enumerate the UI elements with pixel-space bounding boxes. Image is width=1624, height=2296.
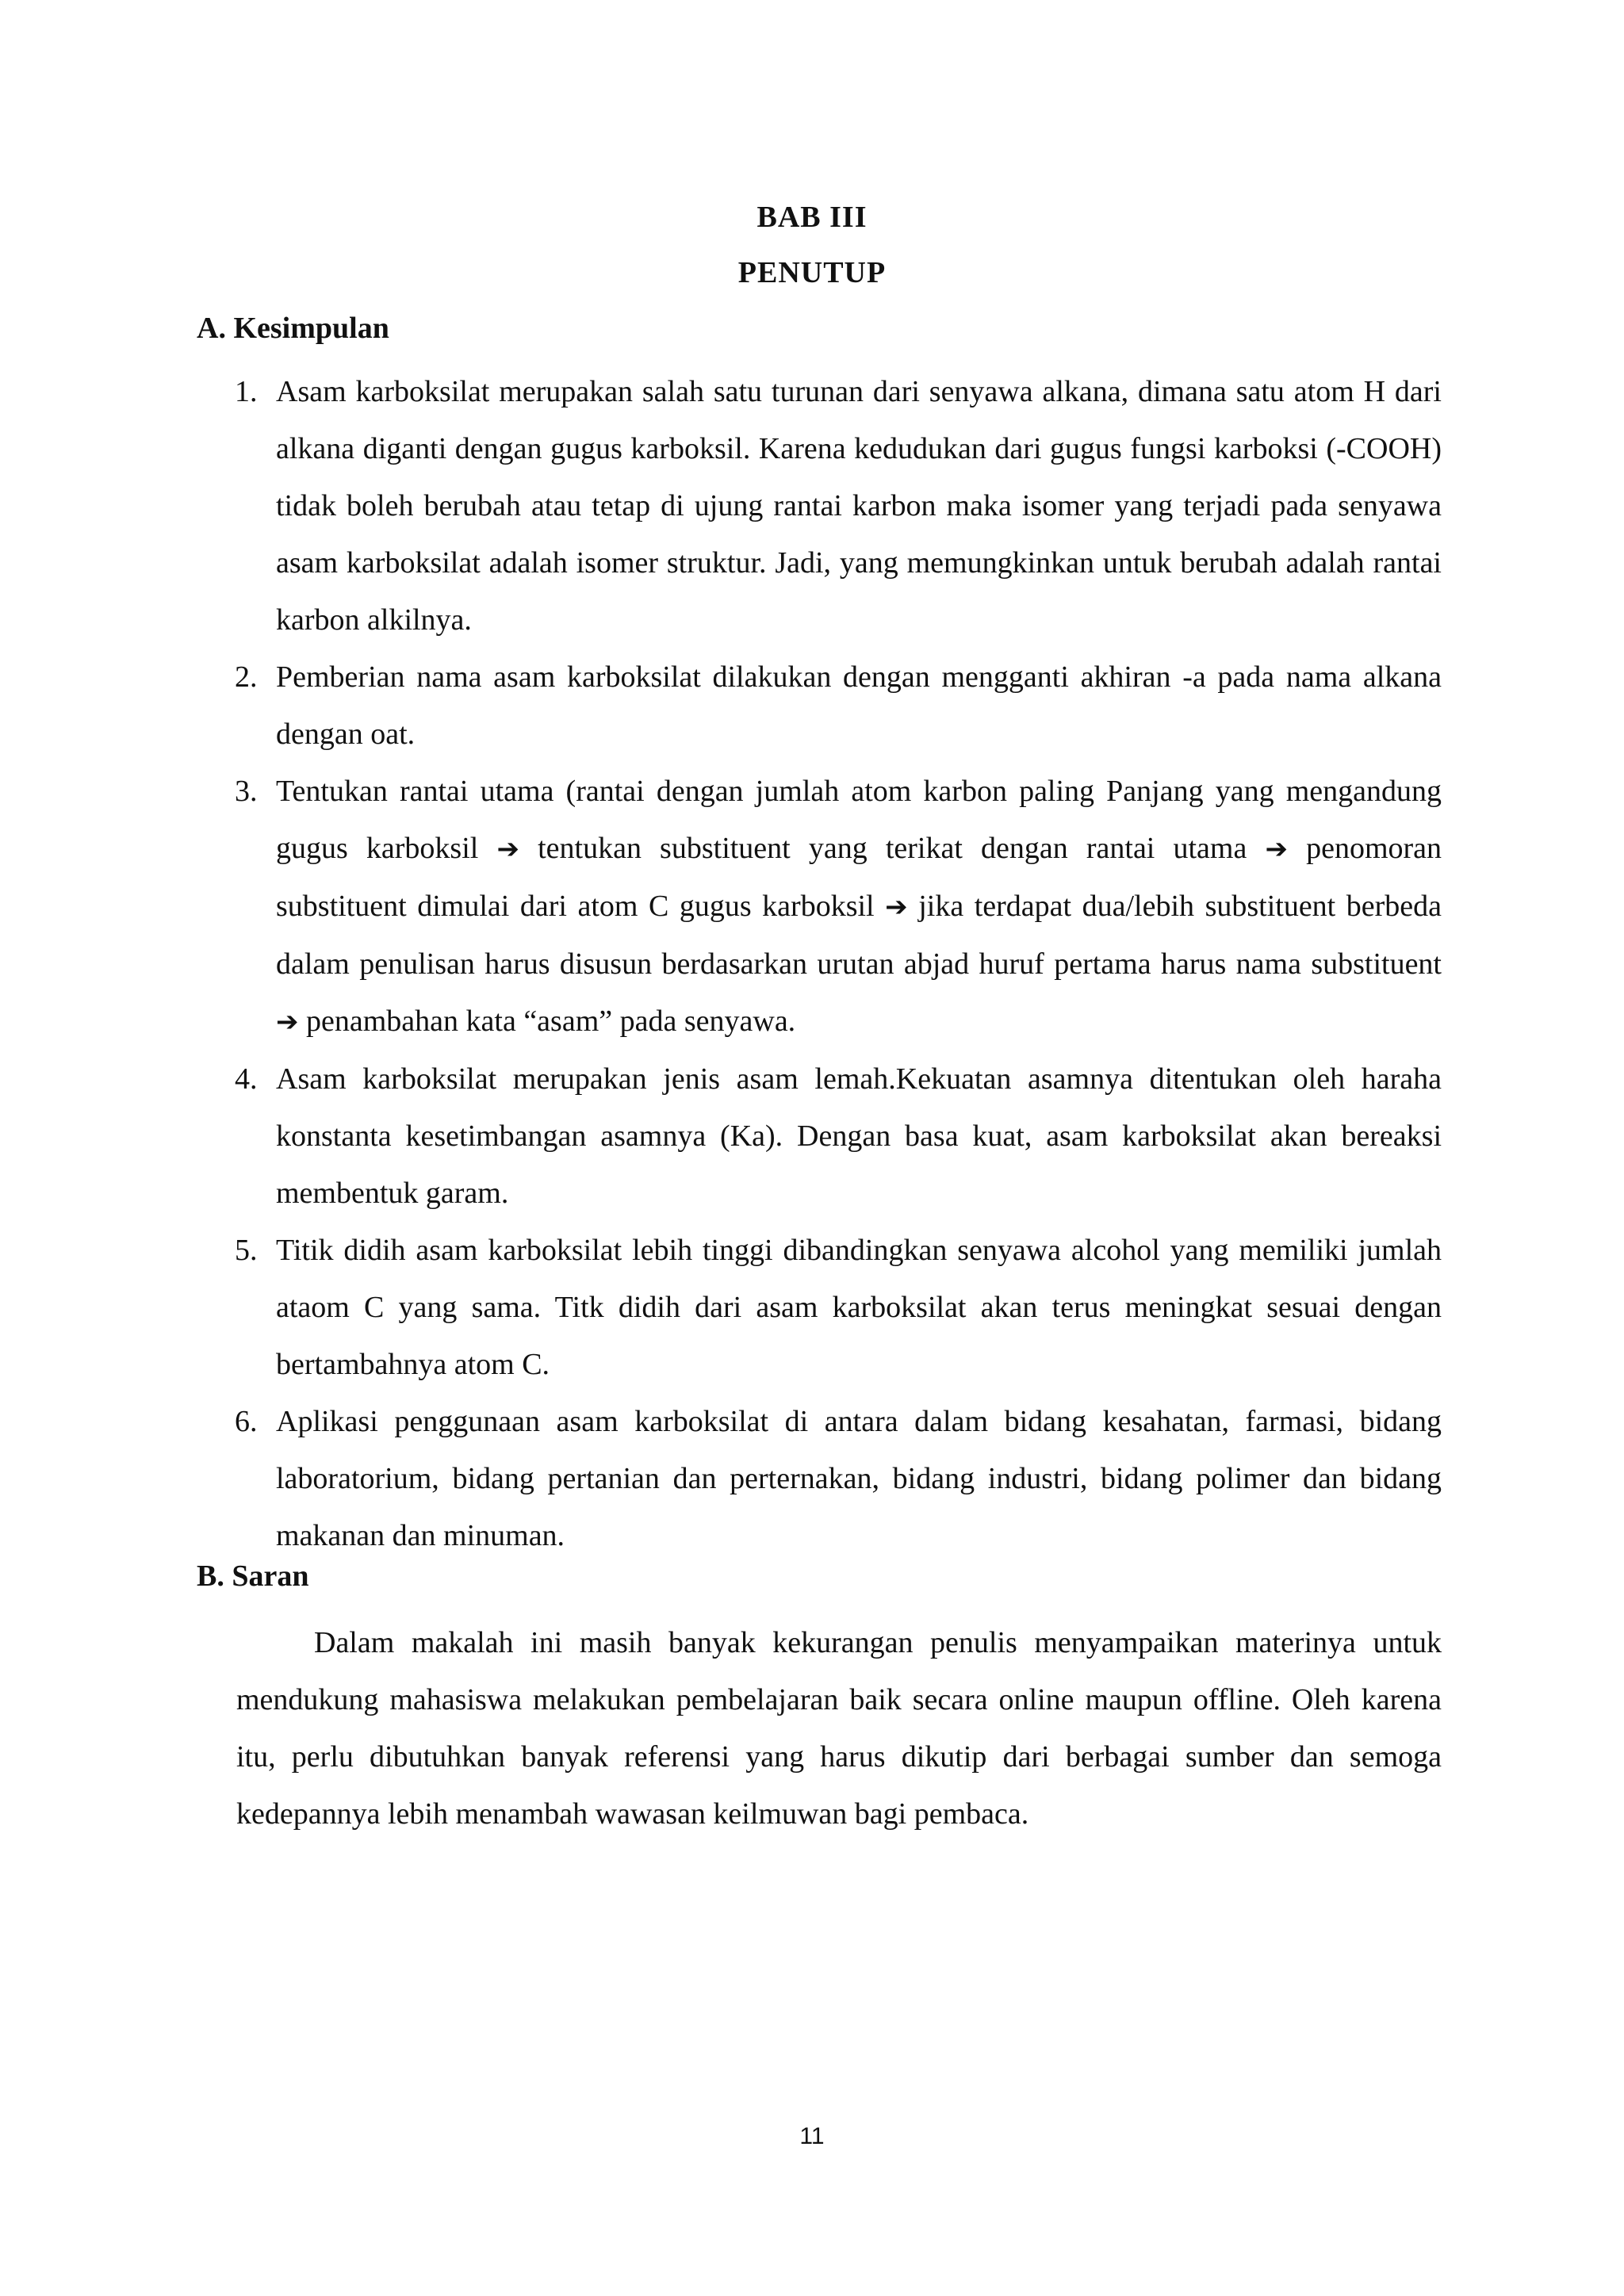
arrow-right-icon: ➔ xyxy=(885,891,908,923)
list-item-text: Asam karboksilat merupakan salah satu turunan dari senyawa alkana, dimana satu atom H dari alkana diganti dengan gugus karboksil. Karena kedudukan dari gugus fungsi karboksi (-COOH) tidak boleh berubah atau tetap di ujung rantai karbon maka isomer yang terjadi pada senyawa asam karboksilat adalah isomer struktur. Jadi, yang memungkinkan untuk berubah adalah rantai karbon alkilnya. xyxy=(276,375,1442,637)
list-item-text-part: penomoran substituent dimulai dari atom C gugus karboksil xyxy=(276,832,1442,923)
arrow-right-icon: ➔ xyxy=(1265,833,1288,865)
list-item-text-part: tentukan substituent yang terikat dengan rantai utama xyxy=(538,832,1247,865)
saran-paragraph: Dalam makalah ini masih banyak kekurangan penulis menyampaikan materinya untuk mendukung mahasiswa melakukan pembelajaran baik secara online maupun offline. Oleh karena itu, perlu dibutuhkan banyak referensi yang harus dikutip dari berbagai sumber dan semoga kedepannya lebih menambah wawasan keilmuwan bagi pembaca. xyxy=(236,1626,1442,1831)
list-item xyxy=(197,649,1442,763)
list-item-number: 6. xyxy=(235,1405,258,1438)
list-item-text-part: Tentukan rantai utama (rantai dengan jumlah atom karbon paling Panjang yang mengandung gugus karboksil xyxy=(276,775,1442,865)
list-item-text: Aplikasi penggunaan asam karboksilat di antara dalam bidang kesahatan, farmasi, bidang laboratorium, bidang pertanian dan perternakan, bidang industri, bidang polimer dan bidang makanan dan minuman. xyxy=(276,1405,1442,1552)
arrow-right-icon: ➔ xyxy=(496,833,519,865)
list-item-number: 3. xyxy=(235,775,258,808)
list-item-number: 1. xyxy=(235,375,258,408)
list-item-text: Asam karboksilat merupakan jenis asam lemah.Kekuatan asamnya ditentukan oleh haraha konstanta kesetimbangan asamnya (Ka). Dengan basa kuat, asam karboksilat akan bereaksi membentuk garam. xyxy=(276,1062,1442,1210)
list-item-number: 5. xyxy=(235,1234,258,1267)
page-number: 11 xyxy=(799,2123,825,2149)
chapter-title: PENUTUP xyxy=(737,256,887,289)
section-a-heading: A. Kesimpulan xyxy=(197,312,389,345)
list-item-text-part: penambahan kata “asam” pada senyawa. xyxy=(306,1004,796,1038)
list-item xyxy=(197,1050,1442,1222)
chapter-number: BAB III xyxy=(756,201,868,234)
list-item xyxy=(197,1222,1442,1393)
list-item-number: 4. xyxy=(235,1062,258,1096)
list-item-text: Titik didih asam karboksilat lebih tinggi dibandingkan senyawa alcohol yang memiliki jumlah ataom C yang sama. Titk didih dari asam karboksilat akan terus meningkat sesuai dengan bertambahnya atom C. xyxy=(276,1234,1442,1381)
arrow-right-icon: ➔ xyxy=(276,1006,299,1038)
list-item xyxy=(197,363,1442,649)
list-item-text: Pemberian nama asam karboksilat dilakukan dengan mengganti akhiran -a pada nama alkana dengan oat. xyxy=(276,660,1442,751)
conclusion-list xyxy=(197,363,1442,1564)
list-item-text-part: jika terdapat dua/lebih substituent berbeda dalam penulisan harus disusun berdasarkan urutan abjad huruf pertama harus nama substituent xyxy=(276,890,1442,981)
list-item xyxy=(197,763,1442,1050)
list-item xyxy=(197,1393,1442,1564)
list-item-number: 2. xyxy=(235,660,258,694)
section-b-heading: B. Saran xyxy=(197,1559,309,1593)
